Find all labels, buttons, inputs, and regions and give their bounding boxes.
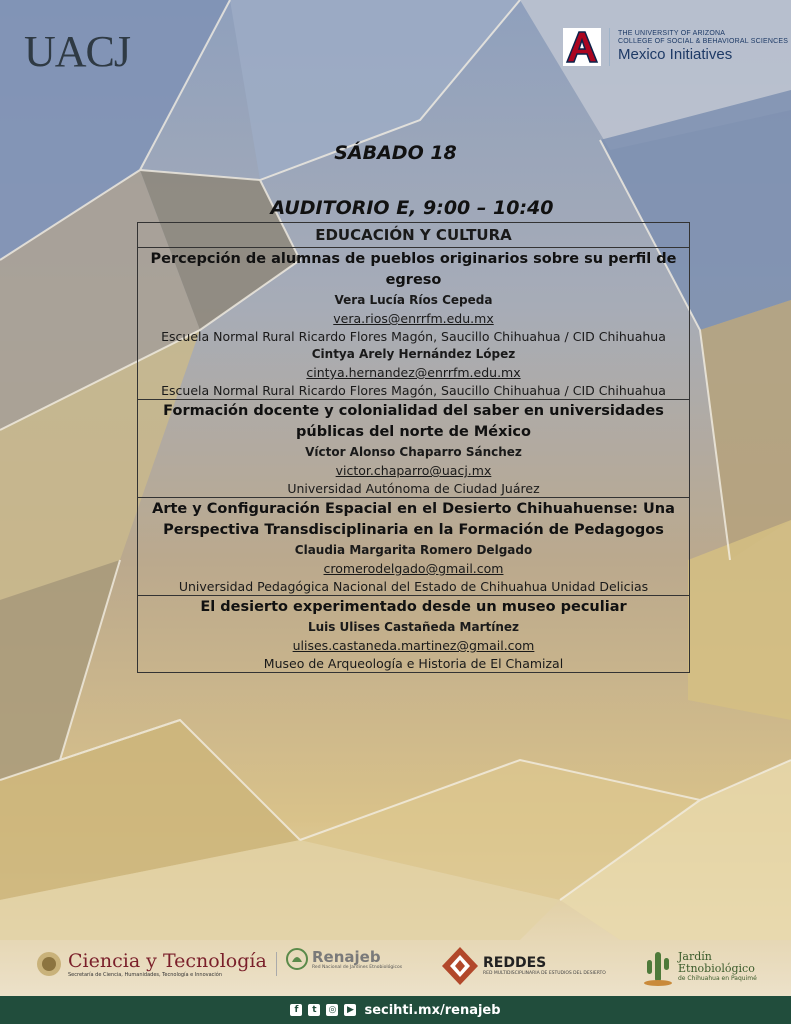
author-name: Cintya Arely Hernández López <box>311 347 516 361</box>
renajeb-subtitle: Red Nacional de Jardines Etnobiológicos <box>312 964 403 970</box>
uacj-logo: UACJ <box>24 27 131 76</box>
talk-4 <box>138 596 689 672</box>
author-institution: Universidad Autónoma de Ciudad Juárez <box>287 481 540 496</box>
talk-title: Arte y Configuración Espacial en el Desierto Chihuahuense: Una Perspectiva Transdisciplinaria en la Formación de Pedagogos <box>152 501 675 538</box>
talk-3 <box>138 498 689 596</box>
twitter-icon[interactable]: t <box>308 1004 320 1016</box>
program-table <box>137 222 690 673</box>
footer-logos <box>0 938 791 996</box>
day-title: SÁBADO 18 <box>334 142 457 164</box>
cactus-icon <box>642 946 674 986</box>
author-name: Claudia Margarita Romero Delgado <box>294 543 533 557</box>
eagle-emblem-icon <box>36 951 62 977</box>
talk-title: Formación docente y colonialidad del saber en universidades públicas del norte de México <box>163 403 664 440</box>
jardin-etnobiologico-logo <box>642 946 757 986</box>
jardin-name-2: Etnobiológico <box>678 961 755 975</box>
talk-2 <box>138 400 689 498</box>
footer-url[interactable]: secihti.mx/renajeb <box>364 1002 501 1018</box>
reddes-subtitle: RED MULTIDISCIPLINARIA DE ESTUDIOS DEL DESIERTO <box>483 971 606 976</box>
author-institution: Escuela Normal Rural Ricardo Flores Magón, Saucillo Chihuahua / CID Chihuahua <box>161 383 666 398</box>
author-email[interactable]: cintya.hernandez@enrrfm.edu.mx <box>306 365 521 380</box>
renajeb-name: Renajeb <box>312 947 381 966</box>
author-institution: Universidad Pedagógica Nacional del Estado de Chihuahua Unidad Delicias <box>178 579 649 594</box>
author-name: Luis Ulises Castañeda Martínez <box>307 620 520 634</box>
ciencia-y-tecnologia-logo <box>36 950 267 978</box>
author-email[interactable]: victor.chaparro@uacj.mx <box>335 463 492 478</box>
talk-1 <box>138 248 689 400</box>
author-email[interactable]: cromerodelgado@gmail.com <box>323 561 504 576</box>
arizona-line-1: THE UNIVERSITY OF ARIZONA <box>618 30 726 37</box>
arizona-line-2: COLLEGE OF SOCIAL & BEHAVIORAL SCIENCES <box>618 38 789 45</box>
talk-title: El desierto experimentado desde un museo peculiar <box>200 599 627 615</box>
cyt-subtitle: Secretaría de Ciencia, Humanidades, Tecnología e Innovación <box>68 972 223 978</box>
author-name: Vera Lucía Ríos Cepeda <box>334 293 493 307</box>
jardin-name-1: Jardín <box>678 949 712 963</box>
author-email[interactable]: vera.rios@enrrfm.edu.mx <box>333 311 494 326</box>
author-institution: Escuela Normal Rural Ricardo Flores Magón, Saucillo Chihuahua / CID Chihuahua <box>161 329 666 344</box>
logo-separator <box>609 28 610 66</box>
arizona-logo-text <box>618 30 788 64</box>
renajeb-leaf-icon <box>286 948 308 970</box>
instagram-icon[interactable]: ◎ <box>326 1004 338 1016</box>
session-title: AUDITORIO E, 9:00 – 10:40 <box>270 197 554 219</box>
cyt-name: Ciencia y Tecnología <box>68 950 267 972</box>
footer-separator <box>276 952 277 976</box>
talk-title: Percepción de alumnas de pueblos originarios sobre su perfil de egreso <box>150 251 677 288</box>
jardin-subtitle: de Chihuahua en Paquimé <box>678 974 757 982</box>
university-of-arizona-logo <box>563 28 788 66</box>
renajeb-logo <box>286 948 402 970</box>
reddes-emblem-icon <box>441 946 479 986</box>
youtube-icon[interactable]: ▶ <box>344 1004 356 1016</box>
program-heading: EDUCACIÓN Y CULTURA <box>138 223 689 248</box>
arizona-a-icon <box>563 28 601 66</box>
author-email[interactable]: ulises.castaneda.martinez@gmail.com <box>292 638 535 653</box>
footer-bar <box>0 996 791 1024</box>
reddes-logo <box>441 946 606 986</box>
arizona-line-3: Mexico Initiatives <box>618 46 733 63</box>
author-name: Víctor Alonso Chaparro Sánchez <box>305 445 522 459</box>
reddes-name: REDDES <box>483 955 547 971</box>
author-institution: Museo de Arqueología e Historia de El Chamizal <box>263 656 564 671</box>
facebook-icon[interactable]: f <box>290 1004 302 1016</box>
